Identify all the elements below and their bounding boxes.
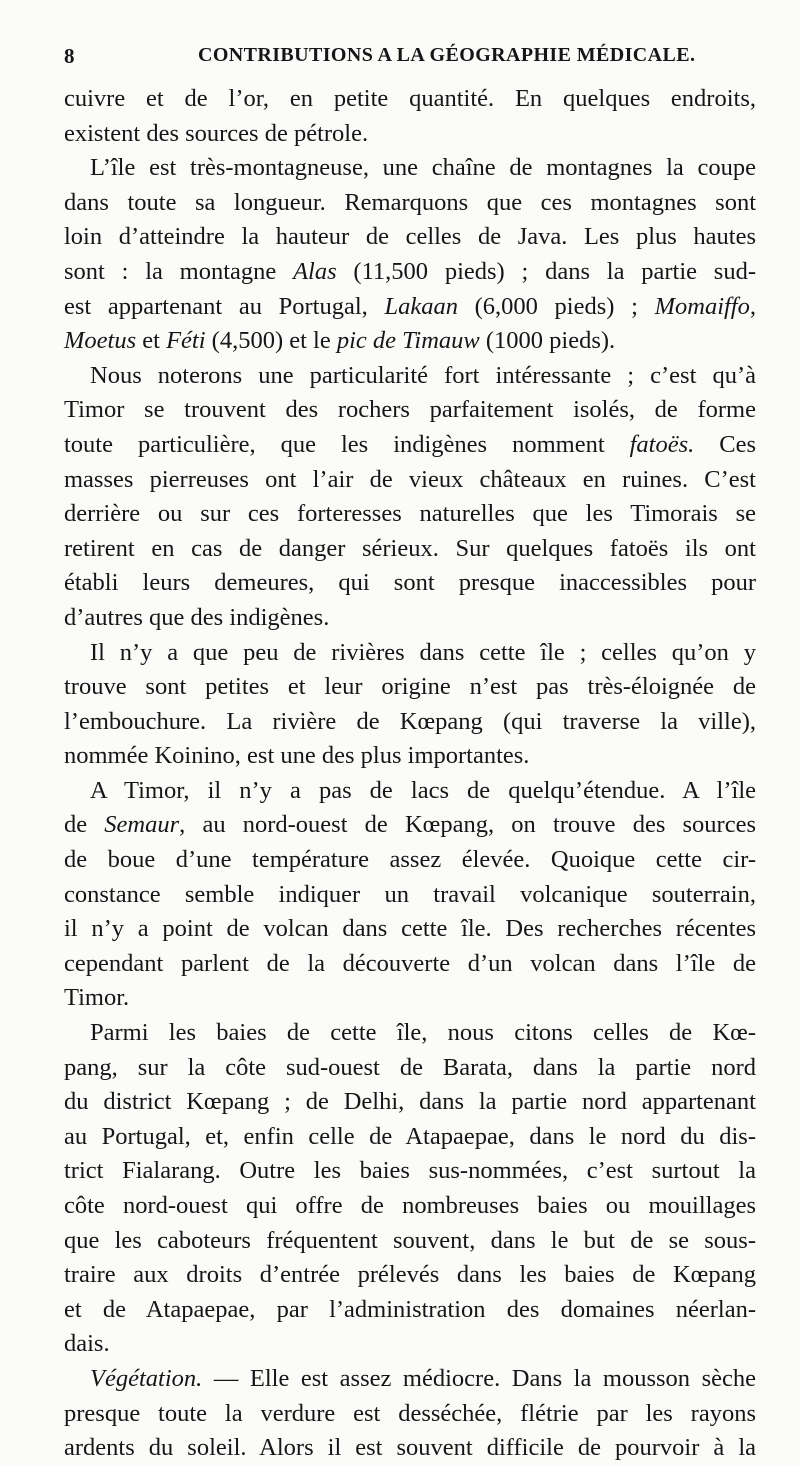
- section-heading: Végétation.: [90, 1364, 203, 1392]
- text-line: cuivre et de l’or, en petite quantité. En quelques endroits,: [64, 85, 756, 112]
- text-line: sont : la montagne Alas (11,500 pieds) ; dans la partie sud-: [64, 257, 756, 285]
- text-line: il n’y a point de volcan dans cette île. Des recherches récentes: [64, 915, 756, 943]
- text-line: toute particulière, que les indigènes nomment fatoës. Ces: [64, 430, 757, 458]
- text-line: constance semble indiquer un travail volcanique souterrain,: [64, 880, 756, 908]
- text-line: Timor se trouvent des rochers parfaitement isolés, de forme: [64, 396, 756, 424]
- text-line: Moetus et Féti (4,500) et le pic de Timauw (1000 pieds).: [64, 327, 616, 355]
- text-line: trict Fialarang. Outre les baies sus-nommées, c’est surtout la: [64, 1157, 756, 1185]
- text-line: établi leurs demeures, qui sont presque inaccessibles pour: [64, 569, 756, 597]
- running-title: CONTRIBUTIONS A LA GÉOGRAPHIE MÉDICALE.: [198, 44, 696, 66]
- text-line: Timor.: [64, 984, 130, 1012]
- text-line: ardents du soleil. Alors il est souvent difficile de pourvoir à la: [64, 1434, 756, 1462]
- text-line: trouve sont petites et leur origine n’est pas très-éloignée de: [64, 673, 756, 701]
- text-line: du district Kœpang ; de Delhi, dans la partie nord appartenant: [64, 1088, 756, 1116]
- text-line: et de Atapaepae, par l’administration des domaines néerlan-: [64, 1295, 756, 1323]
- text-line: l’embouchure. La rivière de Kœpang (qui traverse la ville),: [64, 707, 756, 735]
- text-line: Nous noterons une particularité fort intéressante ; c’est qu’à: [90, 361, 756, 389]
- text-line: derrière ou sur ces forteresses naturelles que les Timorais se: [64, 500, 756, 528]
- text-line: existent des sources de pétrole.: [64, 119, 369, 147]
- text-line: dans toute sa longueur. Remarquons que ces montagnes sont: [64, 188, 756, 216]
- page-number: 8: [64, 44, 75, 68]
- text-line: pang, sur la côte sud-ouest de Barata, dans la partie nord: [64, 1053, 756, 1081]
- text-line: de boue d’une température assez élevée. Quoique cette cir-: [64, 846, 756, 874]
- text-line: d’autres que des indigènes.: [64, 603, 330, 631]
- text-line: nommée Koinino, est une des plus importantes.: [64, 742, 530, 770]
- page-header: [64, 44, 758, 74]
- text-line: Il n’y a que peu de rivières dans cette île ; celles qu’on y: [90, 638, 756, 666]
- text-line: presque toute la verdure est desséchée, flétrie par les rayons: [64, 1399, 756, 1427]
- text-line: dais.: [64, 1330, 110, 1358]
- text-line: traire aux droits d’entrée prélevés dans les baies de Kœpang: [64, 1261, 756, 1289]
- text-line: masses pierreuses ont l’air de vieux châteaux en ruines. C’est: [64, 465, 756, 493]
- text-line: Parmi les baies de cette île, nous citons celles de Kœ-: [90, 1019, 756, 1047]
- text-line: est appartenant au Portugal, Lakaan (6,000 pieds) ; Momaiffo,: [64, 292, 756, 320]
- text-line: retirent en cas de danger sérieux. Sur quelques fatoës ils ont: [64, 534, 756, 562]
- text-line: que les caboteurs fréquentent souvent, dans le but de se sous-: [64, 1226, 756, 1254]
- text-line: côte nord-ouest qui offre de nombreuses baies ou mouillages: [64, 1192, 756, 1219]
- text-line: A Timor, il n’y a pas de lacs de quelqu’étendue. A l’île: [90, 776, 756, 804]
- text-line: de Semaur, au nord-ouest de Kœpang, on trouve des sources: [64, 811, 756, 839]
- body-text: [64, 82, 756, 1466]
- text-line: cependant parlent de la découverte d’un volcan dans l’île de: [64, 949, 756, 977]
- text-line: L’île est très-montagneuse, une chaîne de montagnes la coupe: [90, 154, 756, 182]
- text-line: Végétation. — Elle est assez médiocre. Dans la mousson sèche: [90, 1364, 756, 1392]
- text-line: au Portugal, et, enfin celle de Atapaepae, dans le nord du dis-: [64, 1122, 756, 1150]
- text-line: loin d’atteindre la hauteur de celles de Java. Les plus hautes: [64, 223, 756, 251]
